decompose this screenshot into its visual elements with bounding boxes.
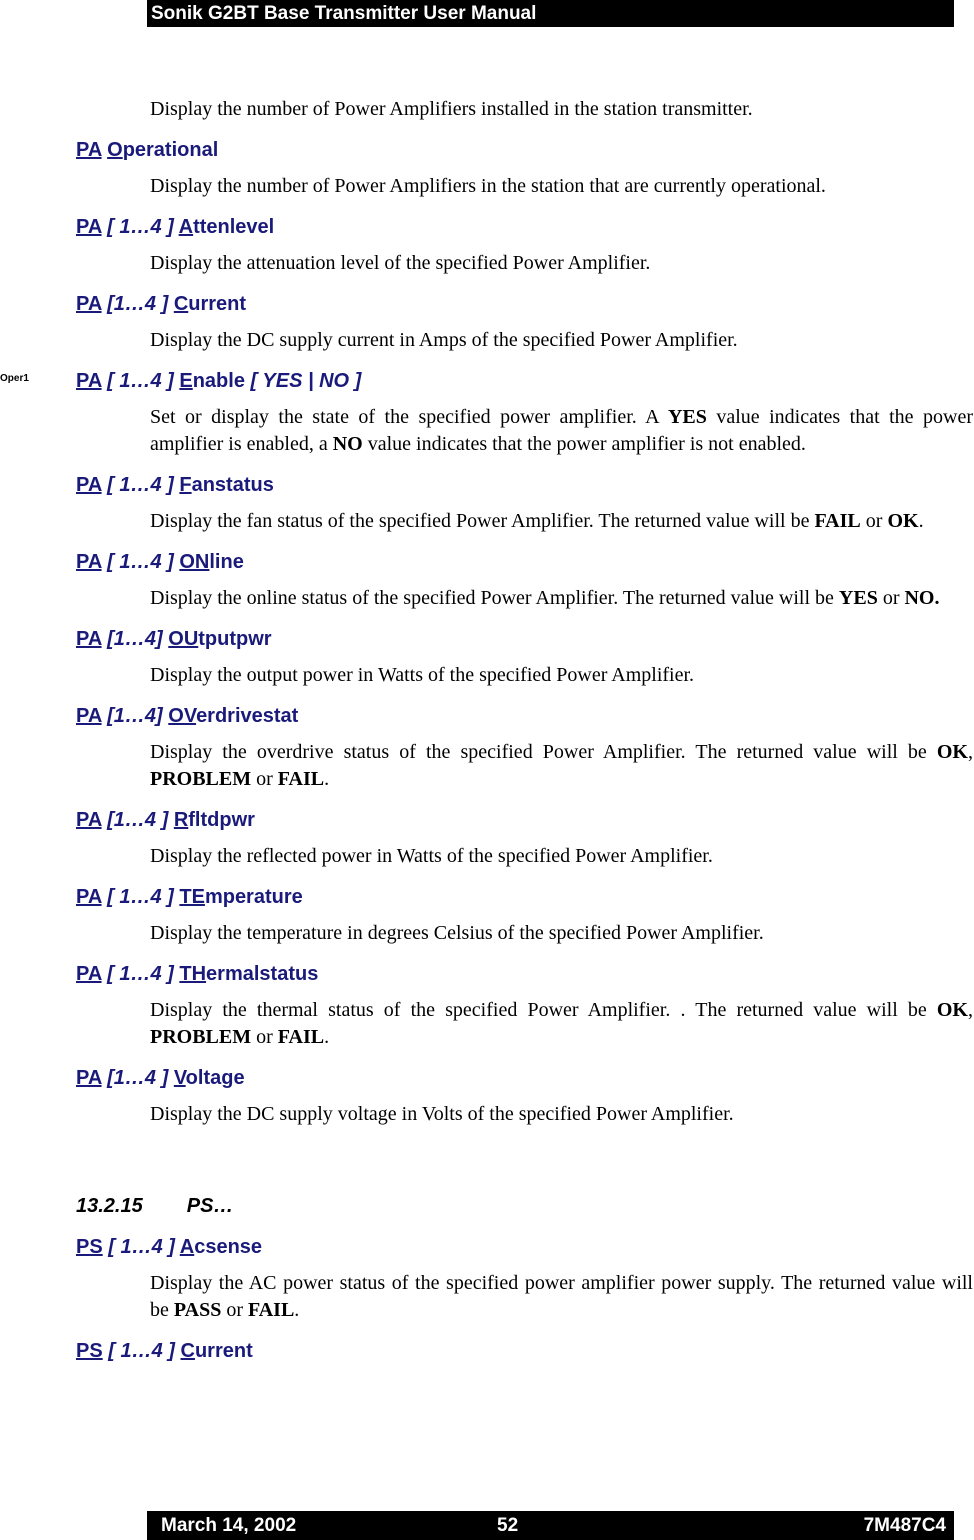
command-argument: [1…4] bbox=[107, 628, 163, 650]
command-keyword-abbrev: A bbox=[178, 216, 194, 238]
command-syntax bbox=[76, 961, 974, 987]
command-syntax bbox=[76, 884, 974, 910]
command-prefix: PA bbox=[76, 293, 102, 315]
emphasis-value: NO. bbox=[904, 587, 940, 609]
command-keyword-rest: oltage bbox=[185, 1067, 245, 1089]
command-syntax bbox=[76, 1338, 974, 1364]
page-header bbox=[147, 0, 954, 27]
command-prefix: PA bbox=[76, 139, 102, 161]
command-syntax bbox=[76, 1065, 974, 1091]
command-keyword-rest: ttenlevel bbox=[193, 216, 275, 238]
section-number: 13.2.15 bbox=[76, 1195, 143, 1217]
emphasis-value: FAIL bbox=[277, 1026, 325, 1048]
margin-tag: Oper1 bbox=[0, 373, 29, 384]
command-keyword-abbrev: A bbox=[179, 1236, 195, 1258]
command-argument: [1…4] bbox=[107, 705, 163, 727]
command-argument: [ 1…4 ] bbox=[108, 1340, 175, 1362]
page-footer bbox=[147, 1511, 954, 1540]
command-description: Display the number of Power Amplifiers in the station that are currently operational. bbox=[150, 175, 826, 197]
command-keyword-rest: urrent bbox=[188, 293, 247, 315]
command-argument: [ 1…4 ] bbox=[107, 963, 174, 985]
command-description: Display the DC supply current in Amps of the specified Power Amplifier. bbox=[150, 329, 738, 351]
command-keyword-abbrev: C bbox=[173, 293, 189, 315]
command-value: [ YES | NO ] bbox=[250, 370, 362, 392]
command-argument: [ 1…4 ] bbox=[107, 886, 174, 908]
command-argument: [ 1…4 ] bbox=[107, 474, 174, 496]
command-argument: [ 1…4 ] bbox=[107, 216, 174, 238]
emphasis-value: PROBLEM bbox=[150, 768, 252, 790]
command-prefix: PS bbox=[76, 1236, 103, 1258]
command-keyword-abbrev: E bbox=[179, 370, 193, 392]
emphasis-value: PASS bbox=[173, 1299, 222, 1321]
command-syntax bbox=[76, 291, 974, 317]
command-keyword-rest: line bbox=[209, 551, 244, 573]
command-prefix: PS bbox=[76, 1340, 103, 1362]
command-keyword-abbrev: C bbox=[180, 1340, 195, 1362]
command-prefix: PA bbox=[76, 963, 102, 985]
command-keyword-rest: fltdpwr bbox=[188, 809, 255, 831]
command-description: Set or display the state of the specified power amplifier. A YES value indicates that the power amplifier is enabled, a NO value indicates that the power amplifier is not enabled. bbox=[150, 406, 973, 455]
command-keyword-rest: tputpwr bbox=[198, 628, 272, 650]
section-heading bbox=[76, 1192, 974, 1220]
command-keyword-rest: nable bbox=[192, 370, 245, 392]
command-keyword-abbrev: F bbox=[179, 474, 192, 496]
command-prefix: PA bbox=[76, 809, 102, 831]
command-keyword-abbrev: TE bbox=[179, 886, 205, 908]
emphasis-value: PROBLEM bbox=[150, 1026, 252, 1048]
command-syntax bbox=[76, 703, 974, 729]
command-prefix: PA bbox=[76, 370, 102, 392]
command-syntax bbox=[76, 626, 974, 652]
header-title: Sonik G2BT Base Transmitter User Manual bbox=[151, 3, 537, 24]
command-argument: [ 1…4 ] bbox=[108, 1236, 175, 1258]
command-prefix: PA bbox=[76, 886, 102, 908]
ps-command-list bbox=[0, 1234, 974, 1364]
command-keyword-abbrev: OU bbox=[168, 628, 199, 650]
command-description: Display the thermal status of the specified Power Amplifier. . The returned value will be OK, PROBLEM or FAIL. bbox=[150, 999, 973, 1048]
page-content bbox=[0, 96, 974, 1364]
footer-page-number: 52 bbox=[497, 1515, 519, 1536]
command-keyword-rest: perational bbox=[122, 139, 219, 161]
command-description: Display the temperature in degrees Celsius of the specified Power Amplifier. bbox=[150, 922, 764, 944]
emphasis-value: OK bbox=[936, 999, 968, 1021]
command-keyword-rest: mperature bbox=[204, 886, 303, 908]
command-keyword-abbrev: R bbox=[173, 809, 189, 831]
command-keyword-abbrev: OV bbox=[168, 705, 197, 727]
command-keyword-rest: anstatus bbox=[191, 474, 274, 496]
command-prefix: PA bbox=[76, 705, 102, 727]
command-description: Display the output power in Watts of the specified Power Amplifier. bbox=[150, 664, 695, 686]
command-description: Display the fan status of the specified Power Amplifier. The returned value will be FAIL or OK. bbox=[150, 510, 924, 532]
emphasis-value: NO bbox=[332, 433, 363, 455]
emphasis-value: FAIL bbox=[247, 1299, 295, 1321]
command-description: Display the reflected power in Watts of the specified Power Amplifier. bbox=[150, 845, 713, 867]
command-argument: [ 1…4 ] bbox=[107, 551, 174, 573]
command-description: Display the DC supply voltage in Volts of the specified Power Amplifier. bbox=[150, 1103, 734, 1125]
command-syntax bbox=[76, 368, 974, 394]
footer-doc-id: 7M487C4 bbox=[863, 1515, 946, 1536]
command-description: Display the attenuation level of the specified Power Amplifier. bbox=[150, 252, 651, 274]
command-keyword-abbrev: ON bbox=[179, 551, 210, 573]
footer-date: March 14, 2002 bbox=[161, 1515, 297, 1536]
command-syntax bbox=[76, 472, 974, 498]
command-description: Display the AC power status of the specified power amplifier power supply. The returned value will be PASS or FAIL. bbox=[150, 1272, 973, 1321]
emphasis-value: FAIL bbox=[277, 768, 325, 790]
command-argument: [1…4 ] bbox=[107, 293, 169, 315]
command-syntax bbox=[76, 549, 974, 575]
command-keyword-rest: urrent bbox=[194, 1340, 253, 1362]
command-keyword-abbrev: O bbox=[107, 139, 123, 161]
command-description: Display the overdrive status of the specified Power Amplifier. The returned value will be OK, PROBLEM or FAIL. bbox=[150, 741, 973, 790]
command-syntax bbox=[76, 137, 974, 163]
intro-description: Display the number of Power Amplifiers installed in the station transmitter. bbox=[150, 98, 753, 120]
command-prefix: PA bbox=[76, 628, 102, 650]
command-syntax bbox=[76, 214, 974, 240]
command-syntax bbox=[76, 1234, 974, 1260]
command-keyword-rest: erdrivestat bbox=[196, 705, 299, 727]
command-prefix: PA bbox=[76, 474, 102, 496]
command-prefix: PA bbox=[76, 216, 102, 238]
command-description: Display the online status of the specified Power Amplifier. The returned value will be YES or NO. bbox=[150, 587, 940, 609]
command-keyword-rest: ermalstatus bbox=[206, 963, 319, 985]
command-syntax bbox=[76, 807, 974, 833]
command-prefix: PA bbox=[76, 1067, 102, 1089]
command-keyword-rest: csense bbox=[194, 1236, 263, 1258]
command-keyword-abbrev: V bbox=[173, 1067, 186, 1089]
emphasis-value: FAIL bbox=[814, 510, 861, 532]
command-argument: [ 1…4 ] bbox=[107, 370, 174, 392]
pa-command-list bbox=[0, 137, 974, 1128]
command-argument: [1…4 ] bbox=[107, 1067, 169, 1089]
command-keyword-abbrev: TH bbox=[179, 963, 207, 985]
emphasis-value: OK bbox=[936, 741, 968, 763]
emphasis-value: YES bbox=[838, 587, 878, 609]
command-argument: [1…4 ] bbox=[107, 809, 169, 831]
command-prefix: PA bbox=[76, 551, 102, 573]
emphasis-value: OK bbox=[887, 510, 919, 532]
emphasis-value: YES bbox=[667, 406, 707, 428]
section-title: PS… bbox=[186, 1195, 234, 1217]
